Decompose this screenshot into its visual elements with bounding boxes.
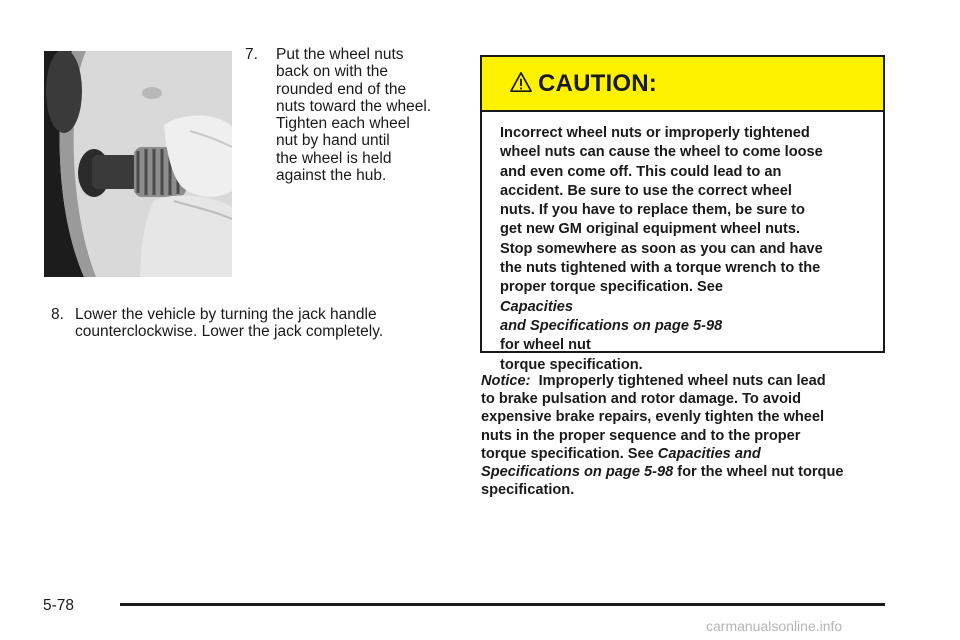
- notice-line: [481, 372, 901, 390]
- notice-paragraph: [481, 372, 901, 499]
- step-line: Tighten each wheel: [276, 115, 410, 133]
- notice-text: torque specification. See: [481, 445, 658, 462]
- caution-title: CAUTION:: [538, 69, 657, 97]
- step-line: rounded end of the: [276, 80, 407, 98]
- step-line: the wheel is held: [276, 149, 392, 167]
- caution-line: [500, 317, 863, 356]
- step-line: counterclockwise. Lower the jack completely.: [75, 323, 384, 341]
- step-7: [245, 46, 465, 184]
- wheel-nut-photo: [44, 51, 232, 277]
- capacities-link[interactable]: Capacities: [500, 298, 574, 315]
- notice-line: specification.: [481, 482, 575, 499]
- step-line: against the hub.: [276, 167, 387, 185]
- caution-line: Stop somewhere as soon as you can and have: [500, 240, 823, 257]
- step-line: back on with the: [276, 63, 389, 81]
- caution-line-text: for wheel nut: [500, 337, 591, 354]
- capacities-link[interactable]: Capacities and: [657, 445, 761, 462]
- capacities-link-cont[interactable]: Specifications on page 5-98: [481, 464, 674, 481]
- capacities-link-cont[interactable]: and Specifications on page 5-98: [500, 317, 723, 334]
- step-number: 8.: [51, 306, 64, 323]
- notice-line: [481, 445, 901, 463]
- caution-header: [482, 57, 883, 112]
- caution-line: the nuts tightened with a torque wrench to the: [500, 260, 821, 277]
- warning-triangle-icon: [510, 71, 532, 93]
- caution-line: nuts. If you have to replace them, be sure to: [500, 202, 805, 219]
- step-line: Put the wheel nuts: [276, 46, 404, 63]
- step-text: [75, 306, 461, 341]
- notice-text: Improperly tightened wheel nuts can lead: [530, 373, 826, 389]
- notice-text: for the wheel nut torque: [673, 464, 844, 481]
- caution-line: Incorrect wheel nuts or improperly tightened: [500, 125, 810, 141]
- watermark: carmanualsonline.info: [706, 618, 843, 634]
- caution-line: torque specification.: [500, 356, 643, 373]
- notice-line: nuts in the proper sequence and to the proper: [481, 427, 801, 444]
- caution-line: and even come off. This could lead to an: [500, 163, 782, 180]
- step-line: nuts toward the wheel.: [276, 97, 432, 115]
- caution-line: accident. Be sure to use the correct wheel: [500, 182, 792, 199]
- step-line: Lower the vehicle by turning the jack handle: [75, 306, 377, 323]
- caution-box: [480, 55, 885, 373]
- caution-line: wheel nuts can cause the wheel to come loose: [500, 144, 823, 161]
- wheel-nut-illustration: [44, 51, 232, 277]
- step-number: 7.: [245, 46, 258, 63]
- page-number: 5-78: [43, 597, 75, 614]
- notice-line: [481, 463, 901, 481]
- notice-line: to brake pulsation and rotor damage. To avoid: [481, 391, 802, 408]
- caution-line: [500, 278, 863, 317]
- caution-line-text: proper torque specification. See: [500, 279, 724, 296]
- notice-line: expensive brake repairs, evenly tighten the wheel: [481, 409, 825, 426]
- notice-label: Notice:: [481, 373, 531, 389]
- caution-line: get new GM original equipment wheel nuts.: [500, 221, 801, 238]
- step-text: [276, 46, 465, 184]
- step-line: nut by hand until: [276, 132, 390, 150]
- step-8: [51, 306, 461, 341]
- footer-rule: [120, 603, 885, 606]
- caution-text: [482, 112, 883, 375]
